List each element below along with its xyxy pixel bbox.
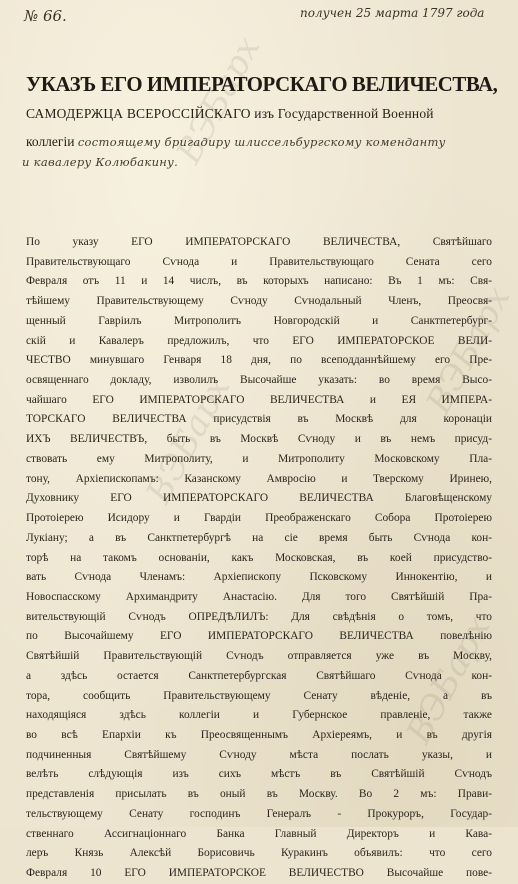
body-text-line: скій и Кавалеръ предложилъ, что ЕГО ИМПЕРАТОРСКОЕ ВЕЛИ- <box>26 334 492 347</box>
body-text-line: щенный Гавріилъ Митрополитъ Новгородскій и Санктпетербург- <box>26 314 492 327</box>
body-text-line: по Высочайшему ЕГО ИМПЕРАТОРСКАГО ВЕЛИЧЕСТВА повелѣнію <box>26 630 492 643</box>
body-text-line: ИХЪ ВЕЛИЧЕСТВЪ, быть въ Москвѣ Сѵноду и въ немъ присуд- <box>26 433 492 446</box>
body-text-line: Лукіану; а въ Санктпетербургѣ на сіе время быть Сѵнода кон- <box>26 531 492 544</box>
body-text-line: Правительствующаго Сѵнода и Правительствующаго Сената сего <box>26 255 492 268</box>
body-text-line: вительствующій Сѵнодъ ОПРЕДѢЛИЛЪ: Для свѣдѣнія о томъ, что <box>26 610 492 623</box>
body-text-line: находящіяся здѣсь коллегіи и Губернское правленіе, также <box>26 709 492 722</box>
body-text-line: а здѣсь остается Санктпетербургская Святѣйшаго Сѵнода кон- <box>26 669 492 682</box>
body-text-line: Новоспасскому Архимандриту Анастасію. Для того Святѣйшій Пра- <box>26 590 492 603</box>
body-text-line: торѣ на такомъ основаніи, какъ Московская, въ коей присудство- <box>26 551 492 564</box>
body-text-line: По указу ЕГО ИМПЕРАТОРСКАГО ВЕЛИЧЕСТВА, Святѣйшаго <box>26 236 492 248</box>
decree-title: УКАЗЪ ЕГО ИМПЕРАТОРСКАГО ВЕЛИЧЕСТВА, <box>26 73 498 96</box>
body-text-line: ЧЕСТВО минувшаго Генваря 18 дня, по всеподданнѣйшему его Пре- <box>26 354 492 367</box>
body-text-line: тора, сообщить Правительствующему Сенату вѣденіе, а въ <box>26 689 492 702</box>
body-text-line: ТОРСКАГО ВЕЛИЧЕСТВА присудствія въ Москвѣ для коронаціи <box>26 413 492 426</box>
addressee-handwritten-line-2: и кавалеру Колюбакину. <box>22 155 179 169</box>
body-text-line: Февраля отъ 11 и 14 числъ, въ которыхъ написано: Въ 1 мъ: Свя- <box>26 275 492 288</box>
addressee-handwritten: состоящему бригадиру шлиссельбургскому коменданту <box>77 135 446 149</box>
body-text-line: ственнаго Ассигнаціоннаго Банка Главный Директоръ и Кава- <box>26 827 492 840</box>
document-number: № 66. <box>24 7 67 25</box>
body-text-line: тѣйшему Правительствующему Сѵноду Сѵнодальный Членъ, Преосвя- <box>26 295 492 308</box>
body-text-line: леръ Князь Алексѣй Борисовичь Куракинъ объявилъ: что сего <box>26 847 492 860</box>
body-text-line: Духовнику ЕГО ИМПЕРАТОРСКАГО ВЕЛИЧЕСТВА Благовѣщенскому <box>26 492 492 505</box>
decree-subtitle: САМОДЕРЖЦА ВСЕРОССІЙСКАГО изъ Государственной Военной <box>26 106 434 121</box>
body-text-line: представленія присылать въ оный въ Москву. Во 2 мъ: Прави- <box>26 788 492 801</box>
body-text-line: тельствующему Сенату господинъ Генералъ - Прокуроръ, Государ- <box>26 807 492 820</box>
body-text-line: освященнаго докладу, изволилъ Высочайше указать: во время Высо- <box>26 374 492 387</box>
body-text-line: ствовать ему Митрополиту, и Митрополиту Московскому Пла- <box>26 452 492 465</box>
body-text-line: Протоіерею Исидору и Гвардіи Преображенскаго Собора Протоіерею <box>26 512 492 525</box>
body-text-line: велѣть слѣдующія изъ сихъ мѣстъ въ Святѣйшій Сѵнодъ <box>26 768 492 781</box>
body-text-line: во всѣ Епархіи къ Преосвященнымъ Архіереямъ, и въ другія <box>26 729 492 741</box>
body-text-line: тону, Архіепископамъ: Казанскому Амвросію и Тверскому Иринею, <box>26 472 492 485</box>
body-text-line: чайшаго ЕГО ИМПЕРАТОРСКАГО ВЕЛИЧЕСТВА и ЕЯ ИМПЕРА- <box>26 393 492 406</box>
received-note: получен 25 марта 1797 года <box>300 6 485 20</box>
body-text-line: Святѣйшій Правительствующій Сѵнодъ отправляется уже въ Москву, <box>26 650 492 663</box>
body-text-line: подчиненныя Святѣйшему Сѵноду мѣста послать указы, и <box>26 748 492 761</box>
body-text-line: Февраля 10 ЕГО ИМПЕРАТОРСКОЕ ВЕЛИЧЕСТВО Высочайше пове- <box>26 867 492 880</box>
decree-subtitle-line-2 <box>26 134 446 150</box>
collegium-word: коллегіи <box>26 134 75 149</box>
body-text-line: вать Сѵнода Членамъ: Архіепископу Псковскому Иннокентію, и <box>26 571 492 584</box>
